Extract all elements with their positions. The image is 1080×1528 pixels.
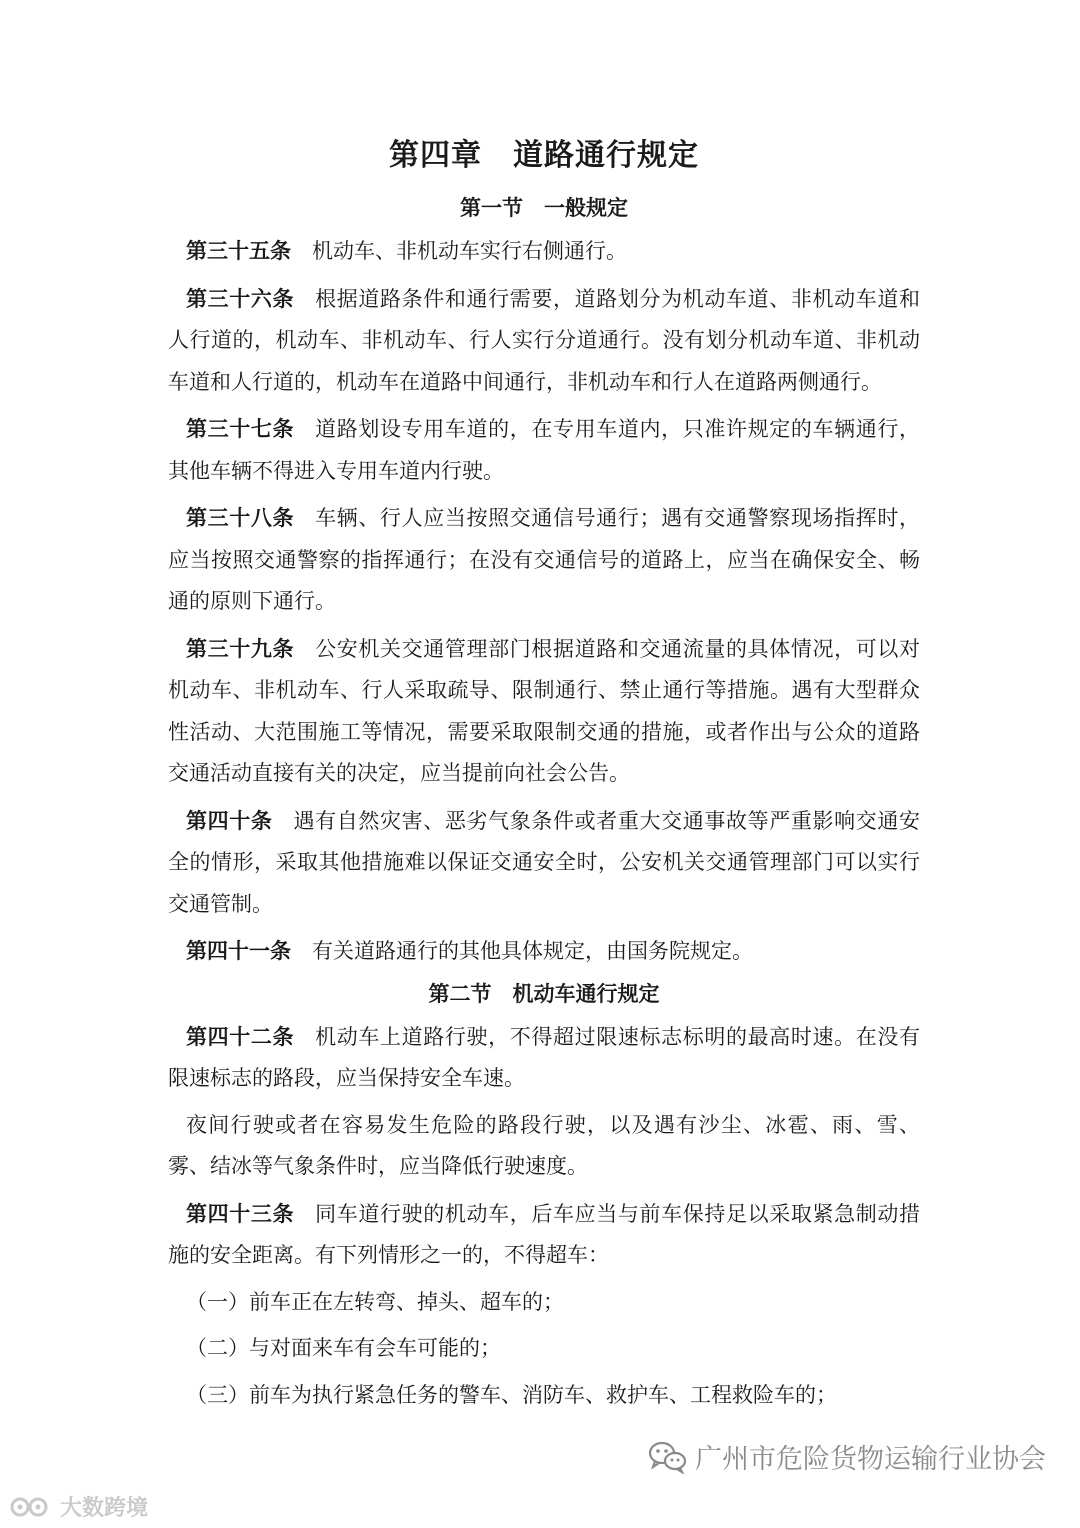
article-text: 同车道行驶的机动车，后车应当与前车保持足以采取紧急制动措施的安全距离。有下列情形之一的，不得超车： bbox=[168, 1201, 920, 1267]
wechat-account-watermark bbox=[647, 1437, 1046, 1476]
article-text: 车辆、行人应当按照交通信号通行；遇有交通警察现场指挥时，应当按照交通警察的指挥通行；在没有交通信号的道路上，应当在确保安全、畅通的原则下通行。 bbox=[168, 506, 920, 613]
article-39 bbox=[168, 628, 920, 795]
article-42-paragraph-2: 夜间行驶或者在容易发生危险的路段行驶，以及遇有沙尘、冰雹、雨、雪、雾、结冰等气象条件时，应当降低行驶速度。 bbox=[168, 1112, 920, 1178]
article-number: 第三十六条 bbox=[186, 285, 295, 311]
article-text: 公安机关交通管理部门根据道路和交通流量的具体情况，可以对机动车、非机动车、行人采取疏导、限制通行、禁止通行等措施。遇有大型群众性活动、大范围施工等情况，需要采取限制交通的措施，或者作出与公众的道路交通活动直接有关的决定，应当提前向社会公告。 bbox=[168, 636, 920, 785]
list-item-1: （一）前车正在左转弯、掉头、超车的； bbox=[186, 1289, 564, 1314]
article-text: 机动车上道路行驶，不得超过限速标志标明的最高时速。在没有限速标志的路段，应当保持安全车速。 bbox=[168, 1024, 920, 1090]
article-38 bbox=[168, 497, 920, 623]
article-43 bbox=[168, 1193, 920, 1277]
article-41 bbox=[168, 930, 920, 973]
article-number: 第四十一条 bbox=[186, 938, 291, 963]
article-text: 根据道路条件和通行需要，道路划分为机动车道、非机动车道和人行道的，机动车、非机动车、行人实行分道通行。没有划分机动车道、非机动车道和人行道的，机动车在道路中间通行，非机动车和行人在道路两侧通行。 bbox=[168, 286, 920, 394]
article-35 bbox=[168, 230, 920, 273]
article-number: 第三十八条 bbox=[186, 505, 295, 530]
article-text: 有关道路通行的其他具体规定，由国务院规定。 bbox=[312, 939, 753, 963]
chapter-title: 第四章 道路通行规定 bbox=[389, 138, 699, 173]
article-36 bbox=[168, 278, 920, 404]
article-37 bbox=[168, 408, 920, 492]
source-watermark bbox=[8, 1491, 148, 1522]
article-number: 第四十二条 bbox=[186, 1023, 295, 1049]
list-item-2: （二）与对面来车有会车可能的； bbox=[186, 1336, 501, 1360]
wechat-account-name: 广州市危险货物运输行业协会 bbox=[695, 1444, 1046, 1475]
wechat-icon bbox=[647, 1440, 687, 1474]
article-number: 第三十七条 bbox=[186, 416, 295, 441]
article-text: 道路划设专用车道的，在专用车道内，只准许规定的车辆通行，其他车辆不得进入专用车道内行驶。 bbox=[168, 417, 920, 483]
article-42 bbox=[168, 1016, 920, 1100]
section-title-2: 第二节 机动车通行规定 bbox=[428, 980, 660, 1006]
article-text: 机动车、非机动车实行右侧通行。 bbox=[312, 239, 627, 263]
article-number: 第四十三条 bbox=[186, 1200, 295, 1226]
article-number: 第三十九条 bbox=[186, 635, 295, 661]
article-text: 遇有自然灾害、恶劣气象条件或者重大交通事故等严重影响交通安全的情形，采取其他措施难以保证交通安全时，公安机关交通管理部门可以实行交通管制。 bbox=[168, 808, 920, 916]
article-number: 第三十五条 bbox=[186, 238, 291, 263]
document-page bbox=[168, 130, 920, 1421]
section-title-1: 第一节 一般规定 bbox=[460, 195, 628, 220]
article-number: 第四十条 bbox=[186, 807, 273, 833]
source-logo-icon bbox=[8, 1494, 54, 1520]
article-40 bbox=[168, 800, 920, 926]
source-name: 大数跨境 bbox=[60, 1496, 149, 1521]
list-item-3: （三）前车为执行紧急任务的警车、消防车、救护车、工程救险车的； bbox=[186, 1382, 837, 1407]
